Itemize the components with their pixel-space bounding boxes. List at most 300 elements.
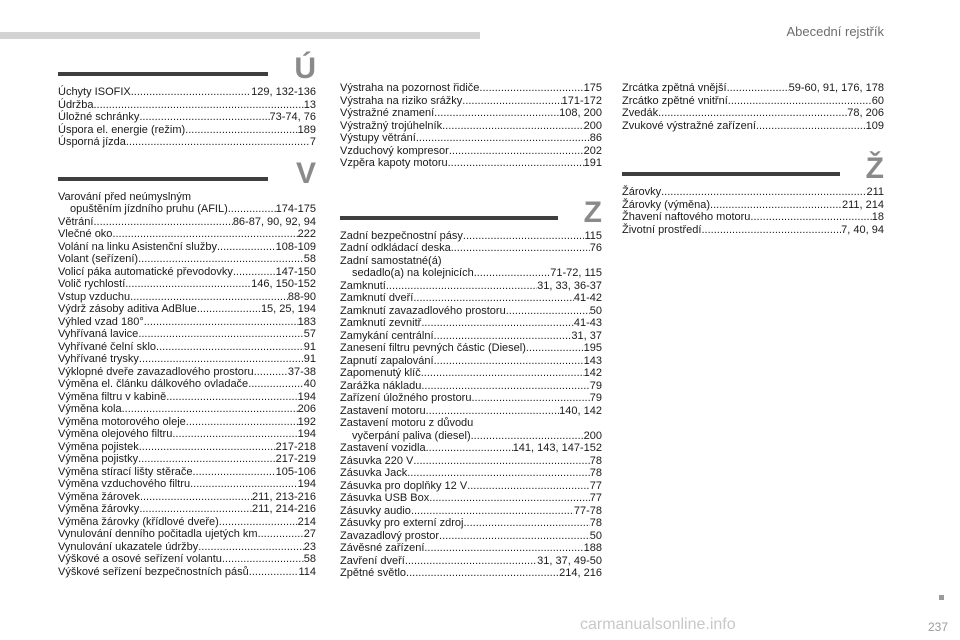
dot-leader (506, 305, 590, 318)
entry-term: Zásuvka 220 V (340, 454, 414, 467)
column-2 (340, 82, 602, 580)
entry-pages: 195 (583, 342, 602, 354)
column-1 (58, 52, 316, 578)
index-entry (58, 328, 316, 341)
entry-pages: 91 (303, 340, 316, 353)
entry-term: Úspora el. energie (režim) (58, 123, 186, 136)
dot-leader (526, 342, 584, 355)
entry-pages: 192 (297, 415, 316, 428)
entry-term: Výškové a osové seřízení volantu (58, 553, 222, 565)
entry-pages: 40 (303, 378, 316, 390)
index-entry (340, 330, 602, 343)
index-entry (58, 403, 316, 416)
dot-leader (112, 228, 297, 241)
entry-pages: 7, 40, 94 (841, 223, 884, 236)
index-entry (340, 230, 602, 243)
entry-term: Zrcátka zpětná vnější (622, 82, 727, 94)
entry-term: Výdrž zásoby aditiva AdBlue (58, 303, 197, 315)
entry-term: Výměna olejového filtru (58, 428, 173, 440)
index-entry (58, 341, 316, 354)
index-entry (340, 405, 602, 418)
watermark: carmanualsonline.info (580, 616, 736, 633)
entry-term: Výměna vzduchového filtru (58, 478, 191, 490)
entry-pages: 147-150 (275, 265, 316, 278)
entry-term: Zásuvka USB Box (340, 492, 430, 504)
index-entry (340, 355, 602, 368)
entry-term: Větrání (58, 215, 94, 228)
entry-term: Zarážka nákladu (340, 379, 422, 392)
entry-pages: 41-43 (573, 317, 602, 329)
index-entry (622, 224, 884, 237)
entry-term: Zadní samostatné(á) (340, 254, 442, 267)
dot-leader (131, 86, 251, 99)
index-entry (340, 132, 602, 145)
index-entry (58, 228, 316, 241)
index-entry (58, 391, 316, 404)
entry-pages: 23 (303, 540, 316, 553)
index-entry (622, 211, 884, 224)
dot-leader (464, 517, 590, 530)
entry-term: Vynulování ukazatele údržby (58, 540, 199, 553)
entry-pages: 194 (297, 478, 316, 490)
entry-pages: 31, 37 (571, 329, 602, 342)
entry-term: Zásuvky audio (340, 504, 411, 517)
entry-pages: 58 (303, 553, 316, 565)
entry-term: Volicí páka automatické převodovky (58, 265, 233, 278)
index-entry (340, 82, 602, 95)
dot-leader (661, 186, 866, 199)
dot-leader (429, 492, 589, 505)
index-entry (622, 186, 884, 199)
entry-pages: 60 (871, 94, 884, 107)
dot-leader (413, 455, 589, 468)
index-entry (622, 199, 884, 212)
dot-leader (138, 253, 304, 266)
index-entry (58, 136, 316, 149)
dot-leader (426, 442, 513, 455)
dot-leader (407, 467, 590, 480)
dot-leader (254, 366, 288, 379)
entry-pages: 7 (309, 136, 316, 148)
entry-pages: 174-175 (275, 203, 316, 215)
dot-leader (219, 516, 298, 529)
dot-leader (442, 120, 584, 133)
index-entry (340, 492, 602, 505)
entry-term: Vzpěra kapoty motoru (340, 157, 448, 169)
column-3 (622, 82, 884, 236)
index-entry (622, 95, 884, 108)
dot-leader (421, 317, 574, 330)
index-entry (340, 455, 602, 468)
dot-leader (190, 478, 298, 491)
dot-leader (471, 430, 584, 443)
dot-leader (138, 453, 276, 466)
section-heading-v (58, 157, 316, 191)
index-entry (340, 317, 602, 330)
entry-pages: 202 (583, 144, 602, 157)
entry-term: Vyhřívané trysky (58, 353, 139, 365)
dot-leader (756, 120, 866, 133)
entry-pages: 183 (297, 315, 316, 328)
index-entry (340, 480, 602, 493)
index-entry (58, 453, 316, 466)
section-heading-u (58, 52, 316, 86)
dot-leader (185, 124, 297, 137)
index-entry (340, 430, 602, 443)
entry-term: Výstupy větrání (340, 132, 416, 144)
section-letter: Z (583, 195, 602, 229)
index-entry (58, 86, 316, 99)
index-list-z-cont (622, 82, 884, 132)
index-entry (340, 242, 602, 255)
index-entry (340, 517, 602, 530)
entry-term: Úsporná jízda (58, 136, 126, 148)
entry-term: Zásuvka Jack (340, 467, 408, 479)
index-entry (58, 428, 316, 441)
entry-pages: 86 (589, 132, 602, 144)
dot-leader (413, 292, 574, 305)
index-entry (58, 266, 316, 279)
entry-pages: 211, 214-216 (251, 503, 316, 515)
dot-leader (248, 378, 304, 391)
entry-term: Žárovky (622, 186, 662, 198)
index-entry (58, 191, 316, 204)
section-rule (622, 172, 840, 176)
dot-leader (125, 278, 251, 291)
index-entry (58, 566, 316, 579)
entry-term: Zařízení úložného prostoru (340, 392, 472, 404)
index-entry (58, 541, 316, 554)
index-entry (58, 111, 316, 124)
entry-pages: 189 (297, 123, 316, 136)
entry-pages: 76 (589, 242, 602, 254)
entry-term: Zapomenutý klíč (340, 367, 421, 379)
entry-term: Výměna pojistky (58, 453, 139, 465)
entry-pages: 50 (589, 304, 602, 317)
entry-term: Výstražný trojúhelník (340, 119, 443, 132)
entry-term: Výškové seřízení bezpečnostních pásů (58, 565, 249, 578)
dot-leader (463, 230, 585, 243)
index-list-v (58, 191, 316, 579)
dot-leader (424, 542, 583, 555)
entry-term: Vlečné oko (58, 228, 113, 240)
entry-term: Výměna stírací lišty stěrače (58, 465, 193, 478)
dot-leader (166, 391, 297, 404)
entry-pages: 88-90 (287, 290, 316, 303)
entry-pages: 78 (589, 517, 602, 529)
index-entry (622, 82, 884, 95)
entry-pages: 37-38 (287, 365, 316, 378)
dot-leader (434, 107, 559, 120)
entry-pages: 142 (583, 367, 602, 379)
index-entry (58, 316, 316, 329)
entry-term: Varování před neúmyslným (58, 190, 192, 203)
entry-pages: 200 (583, 119, 602, 132)
entry-term: Zamknutí (340, 279, 386, 292)
entry-pages: 141, 143, 147-152 (512, 442, 602, 454)
entry-term: Výklopné dveře zavazadlového prostoru (58, 365, 254, 378)
entry-term: Výměna motorového oleje (58, 415, 186, 428)
entry-term: Žárovky (výměna) (622, 198, 711, 211)
dot-leader (139, 441, 276, 454)
index-entry (340, 505, 602, 518)
dot-leader (421, 380, 589, 393)
entry-term: Zastavení motoru z důvodu (340, 417, 474, 429)
index-entry (340, 555, 602, 568)
index-entry (340, 467, 602, 480)
entry-term: Zavazadlový prostor (340, 529, 440, 542)
section-rule (340, 216, 558, 220)
dot-leader (406, 567, 559, 580)
entry-pages: 140, 142 (559, 404, 602, 417)
index-entry (340, 305, 602, 318)
dot-leader (479, 82, 583, 95)
index-entry (58, 99, 316, 112)
entry-pages: 114 (298, 565, 316, 578)
entry-pages: 27 (303, 528, 316, 540)
index-entry (58, 553, 316, 566)
index-entry (58, 303, 316, 316)
entry-pages: 222 (297, 228, 316, 240)
index-entry (58, 478, 316, 491)
entry-pages: 129, 132-136 (251, 86, 316, 98)
entry-term: Zavření dveří (340, 554, 405, 567)
entry-pages: 108, 200 (559, 107, 602, 119)
dot-leader (386, 280, 537, 293)
entry-pages: 18 (871, 211, 884, 223)
entry-pages: 41-42 (573, 292, 602, 304)
entry-term: Zrcátko zpětné vnitřní (622, 94, 728, 107)
index-entry (340, 542, 602, 555)
entry-pages: 194 (297, 390, 316, 403)
entry-pages: 57 (303, 328, 316, 340)
section-rule (58, 72, 268, 76)
entry-pages: 115 (584, 229, 602, 242)
index-entry (58, 466, 316, 479)
entry-pages: 73-74, 76 (269, 111, 316, 123)
entry-pages: 78 (589, 454, 602, 467)
dot-leader (138, 328, 303, 341)
index-entry (58, 503, 316, 516)
entry-pages: 105-106 (275, 465, 316, 478)
entry-pages: 206 (297, 403, 316, 415)
entry-pages: 78 (589, 467, 602, 479)
entry-pages: 175 (583, 82, 602, 94)
dot-leader (186, 416, 298, 429)
dot-leader (130, 291, 288, 304)
index-entry (340, 380, 602, 393)
index-entry (58, 216, 316, 229)
index-entry (340, 567, 602, 580)
dot-leader (193, 466, 276, 479)
entry-term: Výměna žárovky (křídlové dveře) (58, 515, 219, 528)
index-entry (58, 416, 316, 429)
section-letter: V (295, 156, 316, 190)
entry-pages: 79 (589, 392, 602, 404)
entry-pages: 86-87, 90, 92, 94 (232, 215, 316, 228)
entry-pages: 171-172 (561, 94, 602, 107)
index-entry (340, 342, 602, 355)
section-heading-zh (622, 146, 884, 186)
entry-term: Zastavení motoru (340, 404, 426, 417)
index-entry (340, 442, 602, 455)
entry-term: Výměna žárovky (58, 503, 140, 515)
entry-term: Výhled vzad 180° (58, 315, 144, 328)
index-list-v-cont (340, 82, 602, 170)
dot-leader (93, 216, 232, 229)
entry-term: sedadlo(a) na kolejnicích (352, 267, 474, 279)
entry-pages: 194 (297, 428, 316, 440)
entry-pages: 77-78 (573, 504, 602, 517)
dot-leader (658, 107, 847, 120)
entry-term: Volič rychlostí (58, 278, 126, 290)
index-list-z (340, 230, 602, 580)
entry-term: Úchyty ISOFIX (58, 86, 131, 98)
section-letter: Ž (865, 152, 884, 185)
index-entry (340, 145, 602, 158)
dot-leader (405, 555, 537, 568)
dot-leader (421, 367, 584, 380)
entry-term: Zvukové výstražné zařízení (622, 119, 756, 132)
index-entry (58, 491, 316, 504)
dot-leader (701, 224, 841, 237)
entry-term: Volání na linku Asistenční služby (58, 240, 217, 253)
entry-pages: 77 (589, 479, 602, 492)
index-list-zh (622, 186, 884, 236)
entry-term: Zamknutí zevnitř (340, 317, 422, 329)
entry-pages: 200 (583, 429, 602, 442)
dot-leader (451, 242, 590, 255)
dot-leader (228, 203, 276, 216)
index-entry (340, 367, 602, 380)
entry-pages: 31, 37, 49-50 (537, 554, 602, 567)
entry-term: vyčerpání paliva (diesel) (352, 429, 471, 442)
entry-pages: 146, 150-152 (251, 278, 316, 290)
dot-leader (710, 199, 842, 212)
entry-term: Životní prostředí (622, 223, 702, 236)
dot-leader (411, 505, 574, 518)
entry-term: Zásuvky pro externí zdroj (340, 517, 464, 529)
entry-pages: 59-60, 91, 176, 178 (788, 82, 884, 94)
entry-pages: 91 (303, 353, 316, 365)
dot-leader (139, 353, 304, 366)
dot-leader (439, 530, 590, 543)
dot-leader (156, 341, 304, 354)
dot-leader (474, 267, 551, 280)
entry-term: Výměna filtru v kabině (58, 390, 167, 403)
entry-term: Zastavení vozidla (340, 442, 426, 454)
entry-pages: 143 (583, 354, 602, 367)
entry-pages: 108-109 (275, 240, 316, 253)
index-entry (340, 530, 602, 543)
dot-leader (434, 355, 584, 368)
dot-leader (122, 403, 298, 416)
entry-term: Úložné schránky (58, 111, 140, 123)
index-entry (340, 95, 602, 108)
entry-term: Výměna žárovek (58, 490, 140, 503)
index-entry (58, 378, 316, 391)
entry-term: Údržba (58, 98, 94, 111)
entry-term: Vyhřívaná lavice (58, 328, 139, 340)
index-entry (340, 107, 602, 120)
dot-leader (426, 405, 560, 418)
entry-pages: 188 (583, 542, 602, 554)
entry-term: Vyhřívané čelní sklo (58, 340, 157, 353)
entry-pages: 217-219 (275, 453, 316, 465)
index-entry (340, 280, 602, 293)
page-number: 237 (927, 620, 948, 634)
index-list-u (58, 86, 316, 149)
index-entry (622, 120, 884, 133)
dot-leader (249, 566, 299, 579)
dot-leader (139, 503, 252, 516)
entry-term: Zanesení filtru pevných částic (Diesel) (340, 342, 526, 354)
index-entry (58, 516, 316, 529)
index-entry (340, 417, 602, 430)
dot-leader (93, 99, 303, 112)
dot-leader (471, 392, 589, 405)
footer-marker (939, 595, 944, 600)
index-entry (58, 353, 316, 366)
dot-leader (449, 145, 584, 158)
index-entry (58, 203, 316, 216)
index-entry (58, 253, 316, 266)
entry-term: Zadní odkládací deska (340, 242, 451, 254)
section-rule (58, 177, 268, 181)
entry-term: Zamknutí dveří (340, 292, 414, 304)
entry-term: Výměna el. článku dálkového ovladače (58, 378, 249, 390)
dot-leader (140, 491, 252, 504)
entry-term: Volant (seřízení) (58, 253, 139, 265)
entry-pages: 71-72, 115 (550, 267, 602, 279)
index-entry (58, 124, 316, 137)
entry-pages: 31, 33, 36-37 (537, 279, 602, 292)
index-entry (58, 291, 316, 304)
index-entry (58, 366, 316, 379)
dot-leader (222, 553, 304, 566)
entry-pages: 78, 206 (847, 107, 884, 119)
dot-leader (727, 82, 789, 95)
index-entry (58, 528, 316, 541)
entry-term: Výměna pojistek (58, 440, 139, 453)
entry-pages: 50 (589, 529, 602, 542)
index-entry (340, 392, 602, 405)
entry-term: Zamknutí zavazadlového prostoru (340, 304, 506, 317)
index-entry (340, 292, 602, 305)
dot-leader (197, 303, 261, 316)
entry-term: Zadní bezpečnostní pásy (340, 229, 463, 242)
dot-leader (258, 528, 304, 541)
entry-pages: 214 (297, 515, 316, 528)
entry-term: Zvedák (622, 107, 659, 119)
dot-leader (233, 266, 276, 279)
dot-leader (144, 316, 298, 329)
entry-term: Zásuvka pro doplňky 12 V (340, 479, 468, 492)
entry-pages: 58 (303, 253, 316, 265)
entry-term: Zamykání centrální (340, 329, 434, 342)
index-title: Abecední rejstřík (786, 24, 884, 39)
index-entry (340, 267, 602, 280)
dot-leader (728, 95, 872, 108)
entry-pages: 217-218 (275, 440, 316, 453)
entry-term: Výstraha na riziko srážky (340, 94, 463, 107)
header-bar (0, 32, 480, 39)
entry-term: Závěsné zařízení (340, 542, 425, 554)
entry-term: Zpětné světlo (340, 567, 407, 579)
entry-pages: 13 (303, 98, 316, 111)
index-entry (58, 278, 316, 291)
entry-term: Zapnutí zapalování (340, 354, 434, 367)
